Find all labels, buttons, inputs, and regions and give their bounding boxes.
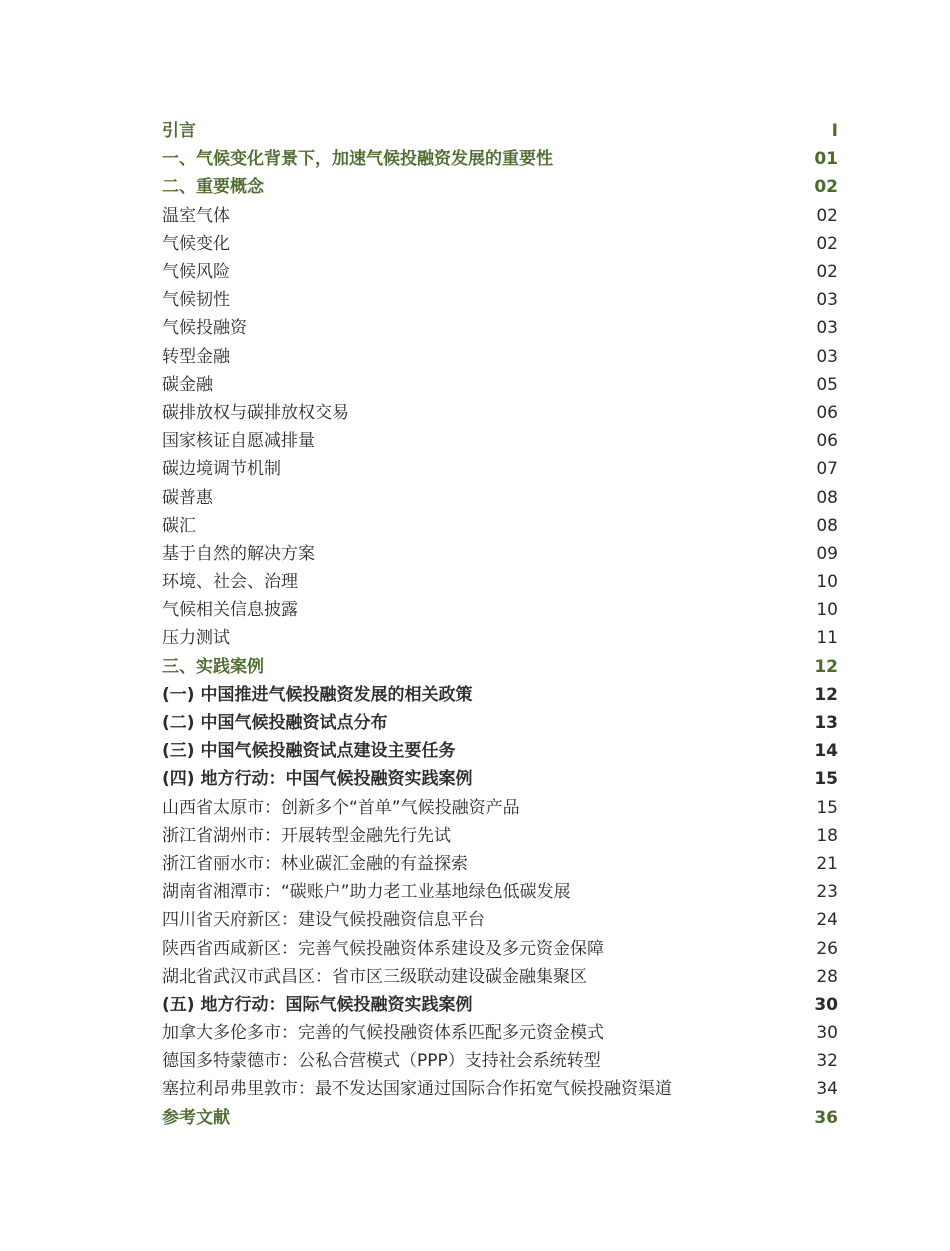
toc-entry[interactable] — [162, 512, 838, 540]
toc-entry[interactable] — [162, 1075, 838, 1103]
toc-entry-title: 湖南省湘潭市：“碳账户”助力老工业基地绿色低碳发展 — [162, 882, 571, 903]
toc-entry-page-number: 08 — [816, 515, 838, 536]
toc-entry-page-number: 08 — [816, 487, 838, 508]
toc-entry-page-number: 03 — [816, 318, 838, 339]
toc-entry[interactable] — [162, 709, 838, 737]
toc-entry-page-number: 23 — [816, 882, 838, 903]
toc-entry[interactable] — [162, 1047, 838, 1075]
toc-entry-title: 碳金融 — [162, 374, 213, 395]
toc-entry-page-number: 13 — [814, 713, 838, 734]
toc-entry-page-number: 32 — [816, 1051, 838, 1072]
toc-entry[interactable] — [162, 1104, 838, 1132]
toc-entry[interactable] — [162, 173, 838, 201]
toc-entry-page-number: I — [831, 121, 838, 142]
toc-entry-page-number: 10 — [816, 600, 838, 621]
toc-entry-page-number: 09 — [816, 543, 838, 564]
toc-entry-page-number: 11 — [816, 628, 838, 649]
toc-entry-page-number: 28 — [816, 966, 838, 987]
toc-entry-page-number: 03 — [816, 346, 838, 367]
toc-entry-title: 山西省太原市：创新多个“首单”气候投融资产品 — [162, 797, 520, 818]
toc-entry[interactable] — [162, 230, 838, 258]
toc-entry-title: 碳汇 — [162, 515, 196, 536]
toc-entry-title: 气候投融资 — [162, 318, 247, 339]
toc-entry-title: 浙江省湖州市：开展转型金融先行先试 — [162, 825, 451, 846]
toc-entry-page-number: 15 — [814, 769, 838, 790]
toc-entry-title: 基于自然的解决方案 — [162, 543, 315, 564]
toc-entry[interactable] — [162, 202, 838, 230]
toc-entry-page-number: 07 — [816, 459, 838, 480]
toc-entry-title: 加拿大多伦多市：完善的气候投融资体系匹配多元资金模式 — [162, 1023, 604, 1044]
toc-entry-page-number: 10 — [816, 572, 838, 593]
toc-entry[interactable] — [162, 483, 838, 511]
toc-entry-page-number: 02 — [814, 177, 838, 198]
toc-entry[interactable] — [162, 737, 838, 765]
toc-entry[interactable] — [162, 286, 838, 314]
toc-entry-title: 碳边境调节机制 — [162, 459, 281, 480]
toc-entry[interactable] — [162, 624, 838, 652]
toc-entry-title: (二) 中国气候投融资试点分布 — [162, 713, 388, 734]
toc-entry[interactable] — [162, 653, 838, 681]
toc-entry[interactable] — [162, 399, 838, 427]
toc-entry-title: 气候变化 — [162, 233, 230, 254]
toc-entry[interactable] — [162, 540, 838, 568]
toc-entry[interactable] — [162, 145, 838, 173]
toc-entry[interactable] — [162, 963, 838, 991]
table-of-contents — [162, 117, 838, 1132]
toc-entry-title: 环境、社会、治理 — [162, 572, 298, 593]
toc-entry-title: 三、实践案例 — [162, 656, 264, 677]
toc-entry-page-number: 14 — [814, 741, 838, 762]
toc-entry-page-number: 06 — [816, 402, 838, 423]
toc-entry-title: 气候相关信息披露 — [162, 600, 298, 621]
toc-entry-title: 碳普惠 — [162, 487, 213, 508]
toc-entry[interactable] — [162, 117, 838, 145]
toc-entry[interactable] — [162, 934, 838, 962]
toc-entry[interactable] — [162, 314, 838, 342]
toc-entry-page-number: 06 — [816, 431, 838, 452]
toc-entry[interactable] — [162, 371, 838, 399]
toc-entry-title: 二、重要概念 — [162, 177, 264, 198]
toc-entry[interactable] — [162, 258, 838, 286]
toc-entry[interactable] — [162, 1019, 838, 1047]
toc-entry[interactable] — [162, 850, 838, 878]
toc-entry-title: 引言 — [162, 121, 196, 142]
toc-entry-title: 湖北省武汉市武昌区：省市区三级联动建设碳金融集聚区 — [162, 966, 587, 987]
toc-entry[interactable] — [162, 878, 838, 906]
toc-entry-title: 浙江省丽水市：林业碳汇金融的有益探索 — [162, 853, 468, 874]
toc-entry-title: 气候风险 — [162, 262, 230, 283]
toc-entry[interactable] — [162, 568, 838, 596]
toc-entry-page-number: 12 — [814, 656, 838, 677]
toc-entry-page-number: 21 — [816, 853, 838, 874]
toc-entry[interactable] — [162, 681, 838, 709]
toc-entry-title: 压力测试 — [162, 628, 230, 649]
toc-entry-title: (三) 中国气候投融资试点建设主要任务 — [162, 741, 456, 762]
toc-entry-title: (五) 地方行动：国际气候投融资实践案例 — [162, 994, 473, 1015]
toc-entry-page-number: 34 — [816, 1079, 838, 1100]
toc-entry-title: 气候韧性 — [162, 290, 230, 311]
toc-entry[interactable] — [162, 455, 838, 483]
toc-entry-page-number: 02 — [816, 233, 838, 254]
toc-entry-page-number: 26 — [816, 938, 838, 959]
toc-entry-title: 温室气体 — [162, 205, 230, 226]
toc-entry-page-number: 02 — [816, 205, 838, 226]
toc-entry-title: 塞拉利昂弗里敦市：最不发达国家通过国际合作拓宽气候投融资渠道 — [162, 1079, 672, 1100]
toc-entry-page-number: 02 — [816, 262, 838, 283]
toc-entry-title: 碳排放权与碳排放权交易 — [162, 402, 349, 423]
toc-entry-page-number: 12 — [814, 684, 838, 705]
toc-entry-page-number: 18 — [816, 825, 838, 846]
toc-entry[interactable] — [162, 596, 838, 624]
toc-entry[interactable] — [162, 794, 838, 822]
toc-entry-page-number: 36 — [814, 1107, 838, 1128]
toc-entry-page-number: 30 — [816, 1023, 838, 1044]
toc-entry-page-number: 01 — [814, 149, 838, 170]
toc-entry-title: 一、气候变化背景下，加速气候投融资发展的重要性 — [162, 149, 553, 170]
toc-entry-title: (四) 地方行动：中国气候投融资实践案例 — [162, 769, 473, 790]
toc-entry[interactable] — [162, 822, 838, 850]
toc-entry-page-number: 15 — [816, 797, 838, 818]
toc-entry-title: (一) 中国推进气候投融资发展的相关政策 — [162, 684, 473, 705]
toc-entry-title: 四川省天府新区：建设气候投融资信息平台 — [162, 910, 485, 931]
toc-entry[interactable] — [162, 427, 838, 455]
toc-entry[interactable] — [162, 343, 838, 371]
toc-entry-page-number: 05 — [816, 374, 838, 395]
toc-entry-title: 参考文献 — [162, 1107, 230, 1128]
toc-entry[interactable] — [162, 991, 838, 1019]
toc-entry-title: 德国多特蒙德市：公私合营模式（PPP）支持社会系统转型 — [162, 1051, 601, 1072]
toc-entry-title: 陕西省西咸新区：完善气候投融资体系建设及多元资金保障 — [162, 938, 604, 959]
toc-entry[interactable] — [162, 906, 838, 934]
toc-entry-title: 国家核证自愿减排量 — [162, 431, 315, 452]
toc-entry-title: 转型金融 — [162, 346, 230, 367]
toc-entry-page-number: 30 — [814, 994, 838, 1015]
toc-entry[interactable] — [162, 765, 838, 793]
toc-entry-page-number: 03 — [816, 290, 838, 311]
toc-entry-page-number: 24 — [816, 910, 838, 931]
